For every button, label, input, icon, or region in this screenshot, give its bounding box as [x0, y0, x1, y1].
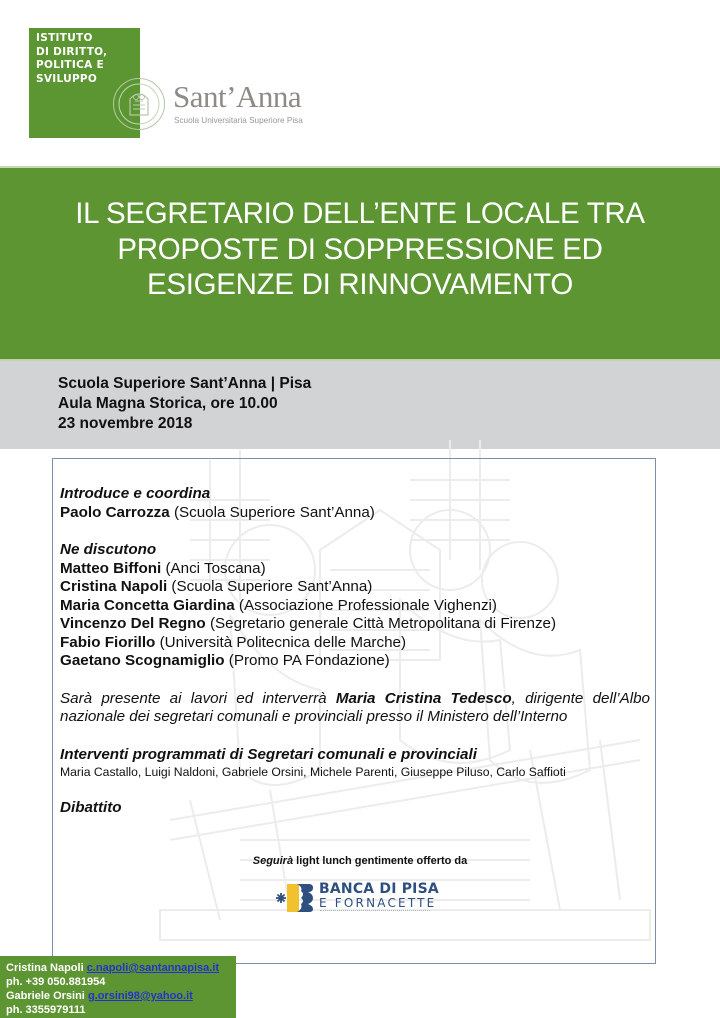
lunch-italic: Seguirà — [252, 855, 294, 867]
debate-heading: Dibattito — [60, 799, 122, 816]
interventions-names: Maria Castallo, Luigi Naldoni, Gabriele Orsini, Michele Parenti, Giuseppe Piluso, Carlo Saffioti — [60, 765, 566, 779]
contact-phone: ph. 3355979111 — [6, 1004, 86, 1016]
panel-heading: Ne discutono — [60, 541, 157, 558]
lunch-note — [0, 855, 720, 867]
speaker-affiliation: (Scuola Superiore Sant’Anna) — [167, 578, 373, 595]
event-title — [0, 196, 720, 303]
speaker-name: Matteo Biffoni — [60, 559, 162, 577]
sponsor-name-line2: E FORNACETTE — [319, 896, 437, 910]
speaker-affiliation: (Anci Toscana) — [161, 559, 266, 577]
presence-text: , dirigente dell’Albo nazionale dei segretari comunali e provinciali presso il Ministero dell’Interno — [60, 689, 650, 725]
sponsor-tagline-decoration — [320, 910, 430, 913]
university-name: Sant’Anna — [173, 79, 302, 114]
event-date: 23 novembre 2018 — [58, 415, 193, 432]
speaker-name: Fabio Fiorillo — [60, 633, 156, 651]
speaker-name: Vincenzo Del Regno — [60, 615, 206, 632]
lunch-text: light lunch gentimente offerto da — [293, 855, 468, 867]
institute-name — [36, 32, 107, 86]
speaker-affiliation: (Segretario generale Città Metropolitana di Firenze) — [205, 615, 557, 632]
contacts-box — [0, 956, 236, 1018]
panel-speaker — [60, 634, 650, 653]
speaker-name: Cristina Napoli — [60, 578, 168, 595]
speaker-name: Maria Concetta Giardina — [60, 596, 235, 614]
speaker-name: Gaetano Scognamiglio — [60, 652, 225, 669]
title-band — [0, 166, 720, 359]
presence-note — [60, 690, 650, 727]
contact-name: Gabriele Orsini — [6, 990, 85, 1002]
institute-line: SVILUPPO — [36, 72, 98, 85]
presence-text: Sarà presente ai lavori ed interverrà — [60, 689, 336, 707]
panel-speaker — [60, 578, 650, 597]
interventions-heading: Interventi programmati di Segretari comunali e provinciali — [60, 745, 477, 763]
university-seal-icon — [113, 78, 165, 130]
speaker-affiliation: (Promo PA Fondazione) — [224, 652, 390, 669]
presence-name: Maria Cristina Tedesco — [335, 689, 512, 707]
speaker-affiliation: (Associazione Professionale Vighenzi) — [234, 596, 497, 614]
venue-place: Scuola Superiore Sant’Anna | Pisa — [58, 375, 312, 392]
program-content — [60, 485, 650, 818]
contact-row — [6, 989, 193, 1003]
speaker-affiliation: (Università Politecnica delle Marche) — [155, 633, 407, 651]
contact-phone: ph. +39 050.881954 — [6, 976, 106, 988]
contact-email-link[interactable]: g.orsini98@yahoo.it — [87, 990, 193, 1002]
institute-line: DI DIRITTO, — [36, 45, 108, 58]
venue-band — [0, 359, 720, 449]
panel-speaker — [60, 652, 650, 671]
university-subtitle: Scuola Universitaria Superiore Pisa — [174, 116, 303, 125]
institute-line: POLITICA E — [36, 59, 104, 71]
sponsor-logo — [275, 882, 445, 914]
speaker-name: Paolo Carrozza — [60, 503, 170, 521]
intro-speaker — [60, 504, 650, 523]
intro-heading: Introduce e coordina — [60, 485, 211, 502]
panel-speaker — [60, 560, 650, 579]
title-line: PROPOSTE DI SOPPRESSIONE ED — [117, 232, 603, 266]
panel-speaker — [60, 597, 650, 616]
title-line: ESIGENZE DI RINNOVAMENTO — [146, 268, 574, 301]
title-line: IL SEGRETARIO DELL’ENTE LOCALE TRA — [75, 197, 645, 230]
bank-logo-icon — [275, 882, 315, 914]
contact-email-link[interactable]: c.napoli@santannapisa.it — [86, 962, 220, 974]
venue-info — [58, 374, 311, 434]
panel-speaker — [60, 615, 650, 634]
contact-name: Cristina Napoli — [6, 962, 84, 974]
institute-line: ISTITUTO — [36, 32, 93, 44]
venue-room-time: Aula Magna Storica, ore 10.00 — [58, 395, 278, 412]
sponsor-name: BANCA DI PISA — [319, 881, 439, 897]
contact-row — [6, 961, 219, 975]
speaker-affiliation: (Scuola Superiore Sant’Anna) — [169, 503, 375, 521]
